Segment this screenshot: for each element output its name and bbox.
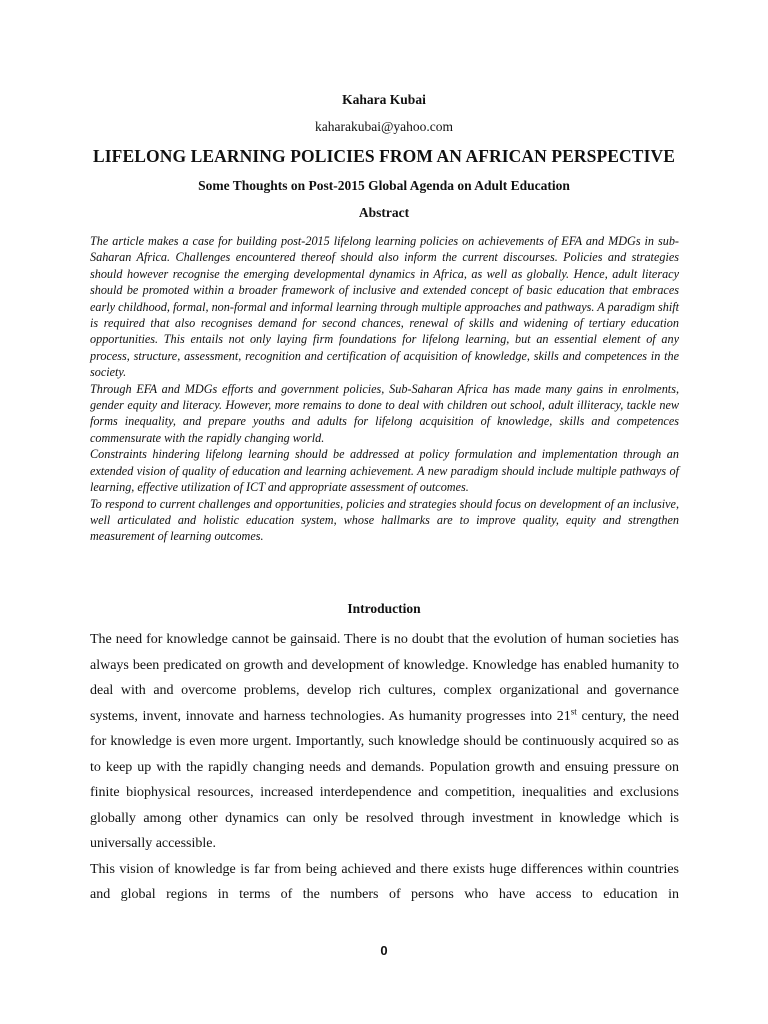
abstract-paragraph: Constraints hindering lifelong learning should be addressed at policy formulation and implementation through an extended vision of quality of education and learning achievement. A new paradigm should include multiple pathways of learning, effective utilization of ICT and appropriate assessment of outcomes. <box>90 447 679 495</box>
author-name: Kahara Kubai <box>342 92 426 107</box>
abstract-paragraph: The article makes a case for building post-2015 lifelong learning policies on achievements of EFA and MDGs in sub-Saharan Africa. Challenges encountered thereof should also inform the current discourses. Policies and strategies should however recognise the emerging developmental dynamics in Africa, as well as globally. Hence, adult literacy should be promoted within a broader framework of inclusive and extended concept of basic education that embraces early childhood, formal, non-formal and informal learning through multiple approaches and pathways. A paradigm shift is required that also recognises demand for second chances, renewal of skills and widening of tertiary education opportunities. This entails not only laying firm foundations for lifelong learning, but an essential element of any process, structure, assessment, recognition and certification of acquisition of knowledge, skills and competences in the society. <box>90 234 679 380</box>
introduction-paragraph: This vision of knowledge is far from being achieved and there exists huge differences within countries and global regions in terms of the numbers of persons who have access to education in <box>90 861 679 902</box>
introduction-text: century, the need for knowledge is even more urgent. Importantly, such knowledge should be continuously acquired so as to keep up with the rapidly changing needs and demands. Population growth and ensuing pressure on finite biophysical resources, increased interdependence and competition, inequalities and exclusions globally among other dynamics can only be resolved through investment in knowledge which is universally accessible. <box>90 708 679 851</box>
page-number: 0 <box>380 943 388 958</box>
ordinal-superscript: st <box>570 705 577 716</box>
abstract-paragraph: To respond to current challenges and opportunities, policies and strategies should focus on development of an inclusive, well articulated and holistic education system, whose hallmarks are to improve quality, equity and strengthen measurement of learning outcomes. <box>90 496 679 544</box>
author-email: kaharakubai@yahoo.com <box>314 119 453 134</box>
introduction-heading: Introduction <box>347 601 421 616</box>
abstract-body <box>90 233 679 545</box>
abstract-paragraph: Through EFA and MDGs efforts and government policies, Sub-Saharan Africa has made many gains in enrolments, gender equity and literacy. However, more remains to done to deal with children out school, adult illiteracy, tackle new forms inequality, and prepare youths and adults for lifelong acquisition of knowledge, skills and competences commensurate with the rapidly changing world. <box>90 381 679 445</box>
abstract-heading: Abstract <box>358 205 410 220</box>
introduction-text: The need for knowledge cannot be gainsaid. There is no doubt that the evolution of human societies has always been predicated on growth and development of knowledge. Knowledge has enabled humanity to deal with and overcome problems, develop rich cultures, complex organizational and governance systems, invent, innovate and harness technologies. As humanity progresses into 21 <box>90 632 679 724</box>
paper-title: LIFELONG LEARNING POLICIES FROM AN AFRICAN PERSPECTIVE <box>92 146 675 166</box>
paper-subtitle: Some Thoughts on Post-2015 Global Agenda on Adult Education <box>198 178 570 193</box>
introduction-body <box>90 627 679 908</box>
introduction-paragraph <box>90 627 679 857</box>
